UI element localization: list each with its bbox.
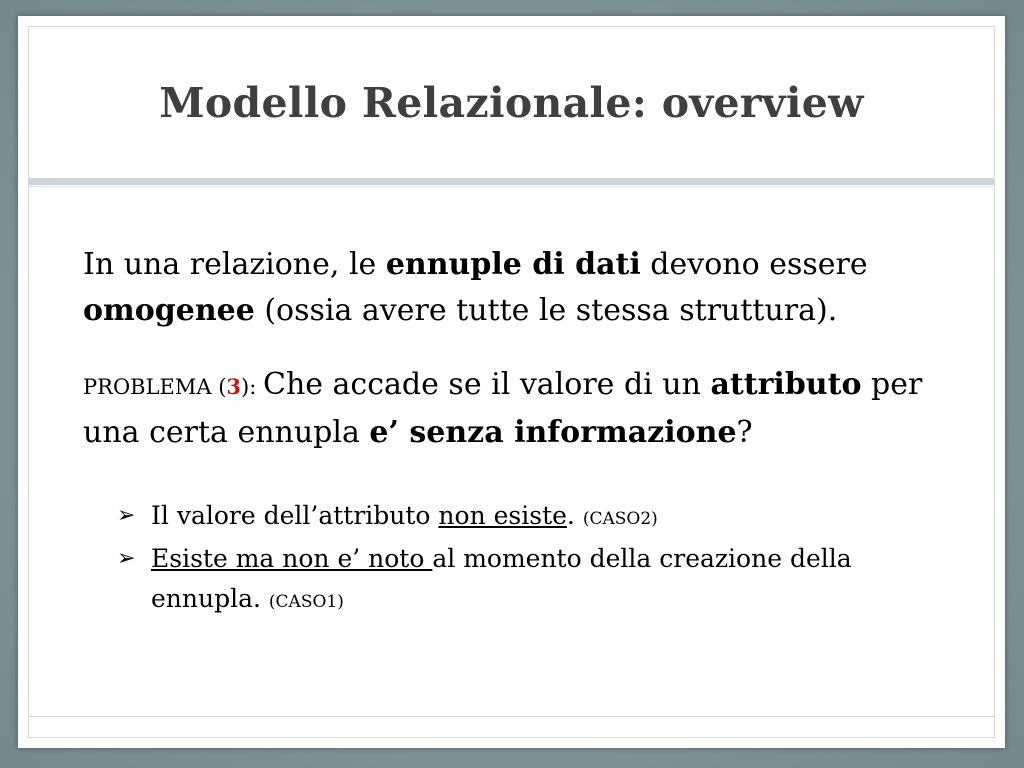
- bullet2-case-tag: (CASO1): [268, 592, 344, 612]
- arrow-bullet-icon: ➢: [117, 546, 136, 571]
- list-item: [117, 496, 943, 539]
- para1-bold-omogenee: omogenee: [83, 293, 255, 328]
- paragraph-problema: [83, 362, 943, 456]
- problema-lead: PROBLEMA (: [83, 375, 227, 399]
- para2-text-1: Che accade se il valore di un: [262, 367, 711, 402]
- bullet1-case-tag: (CASO2): [582, 509, 658, 529]
- para1-text-1: In una relazione, le: [83, 247, 386, 282]
- para1-text-3: (ossia avere tutte le stessa struttura).: [254, 293, 838, 328]
- slide-content: [83, 242, 943, 622]
- slide: [18, 16, 1005, 748]
- para2-bold-attributo: attributo: [710, 367, 862, 402]
- title-divider-line: [29, 186, 994, 187]
- title-divider: [29, 178, 994, 185]
- para1-bold-ennuple: ennuple di dati: [385, 247, 641, 282]
- para2-text-2: per una certa ennupla: [83, 367, 923, 450]
- footer-divider: [29, 716, 994, 717]
- problema-lead-end: ):: [241, 375, 263, 399]
- paragraph-ennuple: [83, 242, 943, 334]
- bullet-list: [117, 496, 943, 622]
- problema-label: [83, 375, 263, 399]
- para2-bold-senza-informazione: e’ senza informazione: [369, 415, 737, 450]
- title-area: [29, 27, 994, 177]
- bullet1-underlined: non esiste: [438, 501, 567, 530]
- bullet1-text-1: Il valore dell’attributo: [151, 501, 439, 530]
- list-item: [117, 539, 943, 622]
- bullet2-text-1: al momento della creazione della ennupla.: [151, 544, 852, 613]
- bullet2-underlined: Esiste ma non e’ noto: [151, 544, 433, 573]
- bullet1-text-2: .: [566, 501, 583, 530]
- arrow-bullet-icon: ➢: [117, 503, 136, 528]
- slide-title: Modello Relazionale: overview: [159, 79, 864, 127]
- problema-number: 3: [226, 374, 242, 399]
- para1-text-2: devono essere: [640, 247, 868, 282]
- para2-text-3: ?: [736, 415, 753, 450]
